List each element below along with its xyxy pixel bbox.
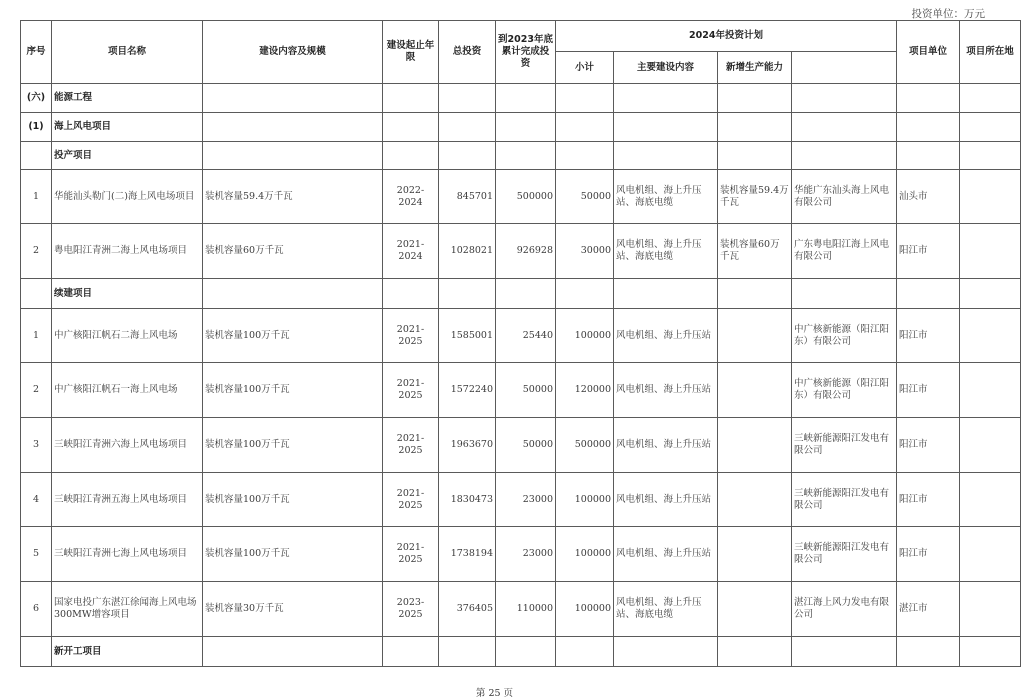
- row-location: 阳江市: [897, 363, 960, 418]
- row-subtotal: 50000: [556, 170, 614, 224]
- production-projects: [21, 170, 1021, 279]
- row-new-capacity: 装机容量60万千瓦: [718, 224, 792, 279]
- row-period: 2021-2025: [383, 363, 439, 418]
- row-project-unit: 三峡新能源阳江发电有限公司: [792, 418, 897, 473]
- row-content-scale: 装机容量30万千瓦: [203, 582, 383, 637]
- row-project-unit: 中广核新能源（阳江阳东）有限公司: [792, 363, 897, 418]
- row-project-name: 三峡阳江青洲六海上风电场项目: [52, 418, 203, 473]
- header-location: 项目所在地: [960, 21, 1021, 84]
- row-new-capacity: [718, 418, 792, 473]
- row-total-investment: 1028021: [439, 224, 496, 279]
- row-seq: 2: [21, 224, 52, 279]
- row-main-content: 风电机组、海上升压站、海底电缆: [614, 170, 718, 224]
- row-cumulative-investment: 50000: [496, 418, 556, 473]
- row-total-investment: 1572240: [439, 363, 496, 418]
- row-project-name: 粤电阳江青洲二海上风电场项目: [52, 224, 203, 279]
- row-location: 阳江市: [897, 527, 960, 582]
- group-label: 新开工项目: [52, 637, 203, 667]
- row-content-scale: 装机容量100万千瓦: [203, 418, 383, 473]
- row-location: 阳江市: [897, 224, 960, 279]
- header-main-content: 主要建设内容: [614, 52, 718, 84]
- row-period: 2021-2024: [383, 224, 439, 279]
- row-remark: [960, 170, 1021, 224]
- row-total-investment: 1738194: [439, 527, 496, 582]
- row-content-scale: 装机容量100万千瓦: [203, 363, 383, 418]
- row-subtotal: 100000: [556, 473, 614, 527]
- row-content-scale: 装机容量59.4万千瓦: [203, 170, 383, 224]
- row-seq: 6: [21, 582, 52, 637]
- row-total-investment: 1830473: [439, 473, 496, 527]
- row-cumulative-investment: 25440: [496, 309, 556, 363]
- group-row-continuing: [21, 279, 1021, 309]
- row-remark: [960, 224, 1021, 279]
- row-seq: 2: [21, 363, 52, 418]
- row-location: 阳江市: [897, 473, 960, 527]
- row-project-unit: 广东粤电阳江海上风电有限公司: [792, 224, 897, 279]
- row-project-unit: 中广核新能源（阳江阳东）有限公司: [792, 309, 897, 363]
- header-period: 建设起止年限: [383, 21, 439, 84]
- row-content-scale: 装机容量100万千瓦: [203, 473, 383, 527]
- row-new-capacity: [718, 309, 792, 363]
- header-2024-plan: 2024年投资计划: [556, 21, 897, 52]
- project-row: [21, 309, 1021, 363]
- row-total-investment: 845701: [439, 170, 496, 224]
- row-project-name: 中广核阳江帆石一海上风电场: [52, 363, 203, 418]
- row-main-content: 风电机组、海上升压站、海底电缆: [614, 582, 718, 637]
- row-total-investment: 1585001: [439, 309, 496, 363]
- row-remark: [960, 527, 1021, 582]
- section-name: 能源工程: [52, 84, 203, 113]
- project-row: [21, 418, 1021, 473]
- group-label: 续建项目: [52, 279, 203, 309]
- row-period: 2021-2025: [383, 527, 439, 582]
- group-row-new-start: [21, 637, 1021, 667]
- header-cumulative-investment: 到2023年底累计完成投资: [496, 21, 556, 84]
- investment-plan-table: [20, 20, 1021, 667]
- row-location: 汕头市: [897, 170, 960, 224]
- row-cumulative-investment: 926928: [496, 224, 556, 279]
- row-period: 2021-2025: [383, 418, 439, 473]
- group-row-production: [21, 142, 1021, 170]
- row-project-unit: 三峡新能源阳江发电有限公司: [792, 527, 897, 582]
- row-seq: 3: [21, 418, 52, 473]
- section-row-offshore-wind: [21, 113, 1021, 142]
- project-row: [21, 224, 1021, 279]
- section-seq: (六): [21, 84, 52, 113]
- row-remark: [960, 363, 1021, 418]
- row-project-name: 国家电投广东湛江徐闻海上风电场300MW增容项目: [52, 582, 203, 637]
- header-new-capacity: 新增生产能力: [718, 52, 792, 84]
- row-project-name: 华能汕头勒门(二)海上风电场项目: [52, 170, 203, 224]
- row-content-scale: 装机容量100万千瓦: [203, 309, 383, 363]
- row-remark: [960, 309, 1021, 363]
- row-period: 2021-2025: [383, 473, 439, 527]
- row-subtotal: 100000: [556, 582, 614, 637]
- row-content-scale: 装机容量100万千瓦: [203, 527, 383, 582]
- row-new-capacity: [718, 527, 792, 582]
- row-cumulative-investment: 50000: [496, 363, 556, 418]
- row-seq: 1: [21, 309, 52, 363]
- row-remark: [960, 418, 1021, 473]
- row-project-name: 三峡阳江青洲七海上风电场项目: [52, 527, 203, 582]
- section-row-energy: [21, 84, 1021, 113]
- row-remark: [960, 582, 1021, 637]
- row-project-name: 中广核阳江帆石二海上风电场: [52, 309, 203, 363]
- row-main-content: 风电机组、海上升压站: [614, 418, 718, 473]
- row-new-capacity: [718, 363, 792, 418]
- row-main-content: 风电机组、海上升压站: [614, 527, 718, 582]
- row-cumulative-investment: 110000: [496, 582, 556, 637]
- row-subtotal: 30000: [556, 224, 614, 279]
- row-content-scale: 装机容量60万千瓦: [203, 224, 383, 279]
- row-project-unit: 三峡新能源阳江发电有限公司: [792, 473, 897, 527]
- row-project-unit: 湛江海上风力发电有限公司: [792, 582, 897, 637]
- section-name: 海上风电项目: [52, 113, 203, 142]
- row-new-capacity: 装机容量59.4万千瓦: [718, 170, 792, 224]
- continuing-projects: [21, 309, 1021, 637]
- page-number: 第 25 页: [475, 688, 514, 699]
- row-period: 2021-2025: [383, 309, 439, 363]
- row-remark: [960, 473, 1021, 527]
- section-seq: (1): [21, 113, 52, 142]
- project-row: [21, 363, 1021, 418]
- row-location: 阳江市: [897, 309, 960, 363]
- row-cumulative-investment: 500000: [496, 170, 556, 224]
- header-subtotal: 小计: [556, 52, 614, 84]
- row-main-content: 风电机组、海上升压站、海底电缆: [614, 224, 718, 279]
- row-subtotal: 500000: [556, 418, 614, 473]
- group-label: 投产项目: [52, 142, 203, 170]
- row-new-capacity: [718, 582, 792, 637]
- row-main-content: 风电机组、海上升压站: [614, 473, 718, 527]
- row-seq: 5: [21, 527, 52, 582]
- row-cumulative-investment: 23000: [496, 527, 556, 582]
- row-subtotal: 120000: [556, 363, 614, 418]
- row-cumulative-investment: 23000: [496, 473, 556, 527]
- row-new-capacity: [718, 473, 792, 527]
- row-seq: 4: [21, 473, 52, 527]
- row-period: 2023-2025: [383, 582, 439, 637]
- header-content-scale: 建设内容及规模: [203, 21, 383, 84]
- row-main-content: 风电机组、海上升压站: [614, 363, 718, 418]
- row-main-content: 风电机组、海上升压站: [614, 309, 718, 363]
- row-seq: 1: [21, 170, 52, 224]
- project-row: [21, 170, 1021, 224]
- header-project-unit: 项目单位: [897, 21, 960, 84]
- header-project-name: 项目名称: [52, 21, 203, 84]
- header-total-investment: 总投资: [439, 21, 496, 84]
- row-subtotal: 100000: [556, 309, 614, 363]
- investment-unit-note: 投资单位：万元: [911, 8, 985, 20]
- row-project-name: 三峡阳江青洲五海上风电场项目: [52, 473, 203, 527]
- project-row: [21, 473, 1021, 527]
- row-subtotal: 100000: [556, 527, 614, 582]
- row-total-investment: 1963670: [439, 418, 496, 473]
- row-location: 阳江市: [897, 418, 960, 473]
- row-period: 2022-2024: [383, 170, 439, 224]
- project-row: [21, 527, 1021, 582]
- header-seq: 序号: [21, 21, 52, 84]
- row-total-investment: 376405: [439, 582, 496, 637]
- project-row: [21, 582, 1021, 637]
- row-project-unit: 华能广东汕头海上风电有限公司: [792, 170, 897, 224]
- row-location: 湛江市: [897, 582, 960, 637]
